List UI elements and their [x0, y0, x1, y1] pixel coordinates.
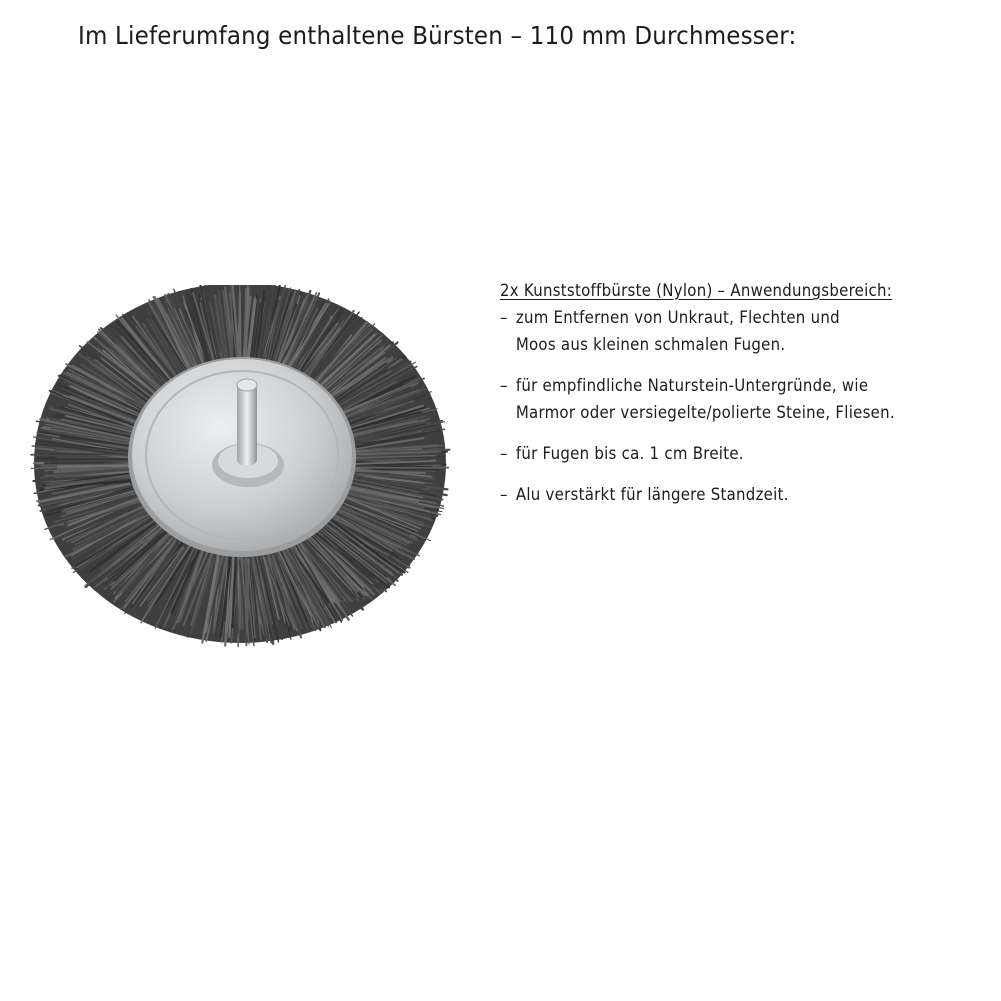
usage-heading: 2x Kunststoffbürste (Nylon) – Anwendungsbereich:: [500, 281, 893, 301]
usage-list-line: zum Entfernen von Unkraut, Flechten und: [515, 308, 840, 328]
usage-list-line: Moos aus kleinen schmalen Fugen.: [515, 335, 786, 355]
list-dash: –: [500, 485, 508, 505]
page-title: Im Lieferumfang enthaltene Bürsten – 110 mm Durchmesser:: [78, 21, 797, 50]
usage-list-text: [516, 305, 840, 359]
usage-list-line: Marmor oder versiegelte/polierte Steine, Fliesen.: [515, 403, 895, 423]
brush-image: [30, 285, 460, 665]
usage-list-text: [516, 441, 744, 468]
usage-list-text: [516, 482, 789, 509]
usage-list-item: [500, 305, 922, 359]
usage-list-line: Alu verstärkt für längere Standzeit.: [515, 485, 789, 505]
usage-list-item: [500, 482, 922, 509]
usage-list-line: für empfindliche Naturstein-Untergründe, wie: [515, 376, 869, 396]
list-dash: –: [500, 444, 508, 464]
nylon-wheel-brush-icon: [30, 285, 460, 665]
list-dash: –: [500, 376, 508, 396]
usage-list-text: [516, 373, 895, 427]
usage-list-line: für Fugen bis ca. 1 cm Breite.: [515, 444, 744, 464]
usage-info: [500, 278, 922, 509]
usage-list-item: [500, 441, 922, 468]
list-dash: –: [500, 308, 508, 328]
usage-list-item: [500, 373, 922, 427]
